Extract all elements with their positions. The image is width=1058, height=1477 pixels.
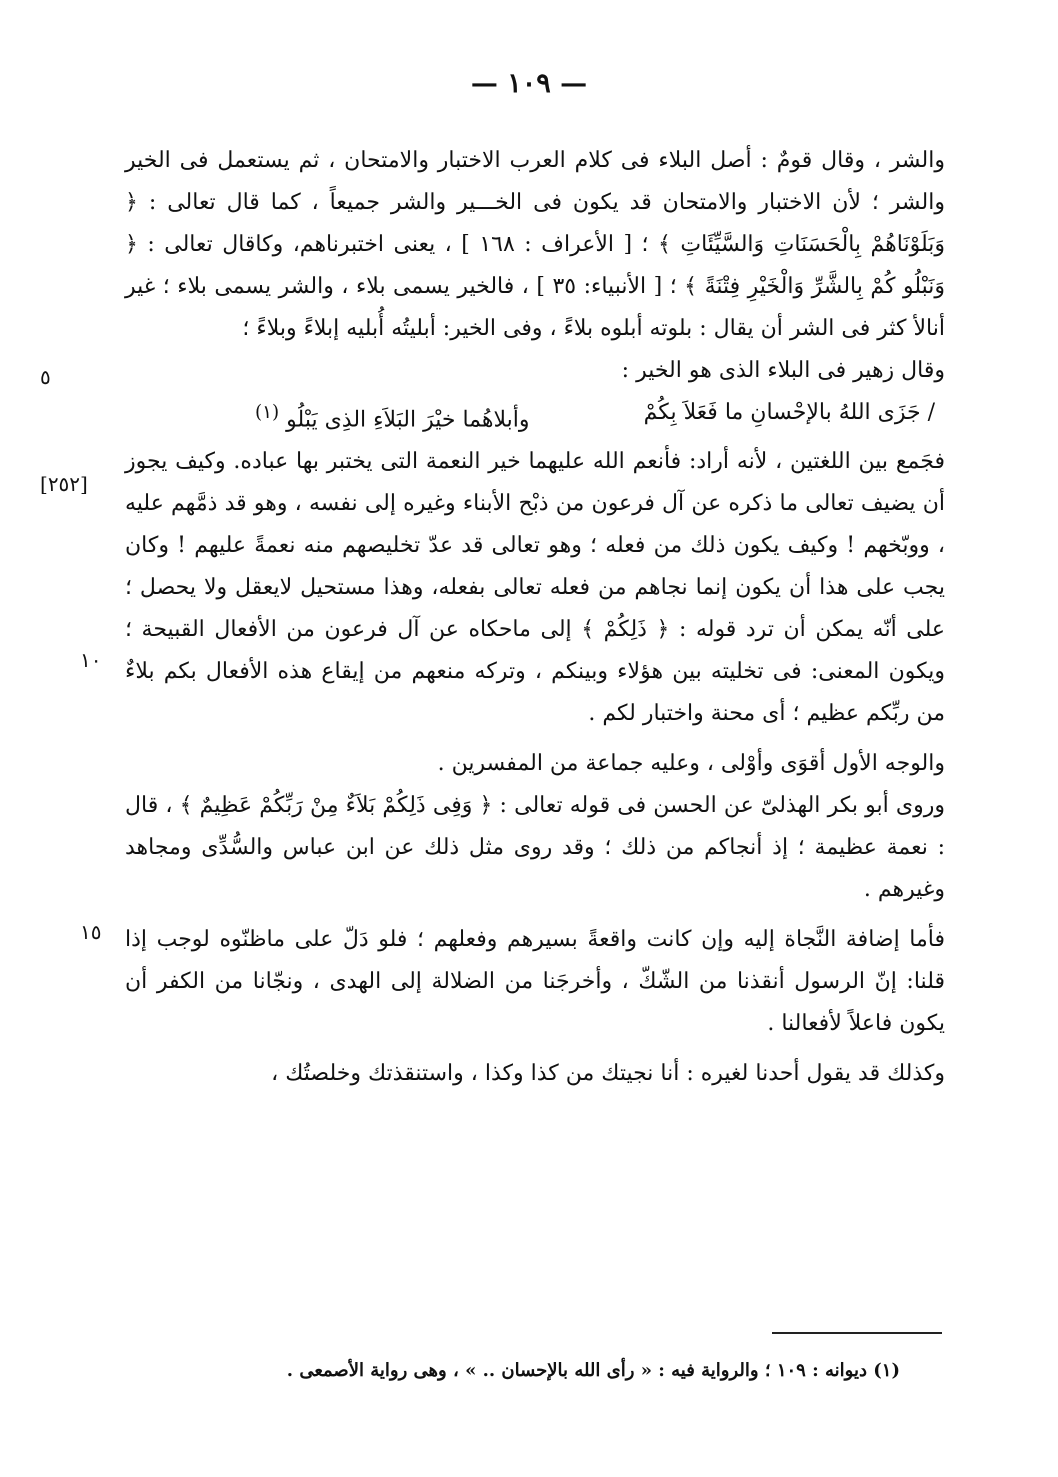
footnote-divider bbox=[772, 1332, 942, 1334]
paragraph: وكذلك قد يقول أحدنا لغيره : أنا نجيتك من كذا وكذا ، واستنقذتك وخلصتُك ، bbox=[271, 1061, 945, 1087]
paragraph: فأما إضافة النَّجاة إليه وإن كانت واقعةً بسيرهم وفعلهم ؛ فلو دَلّ على ماظنّوه لوجب إذا قلنا: إنّ الرسول أنقذنا من الشّكّ ، وأخرجَنا من الضلالة إلى الهدى ، ونجّانا من الكفر أن يكون فاعلاً لأفعالنا . bbox=[125, 927, 945, 1037]
body-text bbox=[125, 140, 945, 1095]
footnote: (١) ديوانه : ١٠٩ ؛ والرواية فيه : « رأى الله بالإحسان .. » ، وهى رواية الأصمعى . bbox=[286, 1360, 900, 1381]
paragraph: والوجه الأول أقوَى وأوْلى ، وعليه جماعة من المفسرين . bbox=[437, 751, 945, 777]
poem-second-hemistich: وأبلاهُما خيْرَ البَلاَءِ الذِى يَبْلُو bbox=[286, 407, 530, 433]
poem-first-hemistich: / جَزَى اللهُ بالإحْسانِ ما فَعَلاَ بِكُمْ bbox=[643, 400, 935, 425]
paragraph: وروى أبو بكر الهذلىّ عن الحسن فى قوله تعالى : ﴿ وَفِى ذَلِكُمْ بَلاَءٌ مِنْ رَبِّكُمْ عَظِيمٌ ﴾ ، قال : نعمة عظيمة ؛ إذ أنجاكم من ذلك ؛ وقد روى مثل ذلك عن ابن عباس والسُّدِّى ومجاهد وغيرهم . bbox=[125, 793, 945, 903]
page-number: — ١٠٩ — bbox=[470, 68, 588, 99]
paragraph: فجَمع بين اللغتين ، لأنه أراد: فأنعم الله عليهما خير النعمة التى يختبر بها عباده. وكيف يجوز أن يضيف تعالى ما ذكره عن آل فرعون من ذبْح الأبناء وغيره إلى نفسه ، وهو قد ذمَّهم عليه ، ووبّخهم ! وكيف يكون ذلك من فعله ؛ وهو تعالى قد عدّ تخليصهم منه نعمةً عليهم ! وكان يجب على هذا أن يكون إنما نجاهم من فعله تعالى بفعله، وهذا مستحيل لايعقل ولا يحصل ؛ على أنّه يمكن أن ترد قوله : ﴿ ذَلِكُمْ ﴾ إلى ماحكاه عن آل فرعون من الأفعال القبيحة ؛ ويكون المعنى: فى تخليته بين هؤلاء وبينكم ، وتركه منعهم من إيقاع هذه الأفعال بكم بلاءٌ من ربِّكم عظيم ؛ أى محنة واختبار لكم . bbox=[125, 449, 945, 727]
line-number-15: ١٥ bbox=[80, 920, 102, 944]
line-number-5: ٥ bbox=[40, 365, 51, 389]
footnote-marker: (١) bbox=[255, 402, 280, 423]
poem-verse bbox=[125, 392, 945, 441]
line-number-10: ١٠ bbox=[80, 648, 102, 672]
paragraph: وقال زهير فى البلاء الذى هو الخير : bbox=[621, 358, 945, 383]
margin-reference: [٢٥٢] bbox=[40, 472, 88, 496]
poem-second-hemistich-wrap bbox=[255, 392, 529, 441]
paragraph: والشر ، وقال قومٌ : أصل البلاء فى كلام العرب الاختبار والامتحان ، ثم يستعمل فى الخير والشر ؛ لأن الاختبار والامتحان قد يكون فى الخـــير والشر جميعاً ، كما قال تعالى : ﴿ وَبَلَوْنَاهُمْ بِالْحَسَنَاتِ وَالسَّيِّئَاتِ ﴾ ؛ [ الأعراف : ١٦٨ ] ، يعنى اختبرناهم، وكاقال تعالى : ﴿ وَنَبْلُو كُمْ بِالشَّرِّ وَالْخَيْرِ فِتْنَةً ﴾ ؛ [ الأنبياء: ٣٥ ] ، فالخير يسمى بلاء ، والشر يسمى بلاء ؛ غير أنالأ كثر فى الشر أن يقال : بلوته أبلوه بلاءً ، وفى الخير: أبليتُه أُبليه إبلاءً وبلاءً ؛ bbox=[125, 148, 946, 341]
